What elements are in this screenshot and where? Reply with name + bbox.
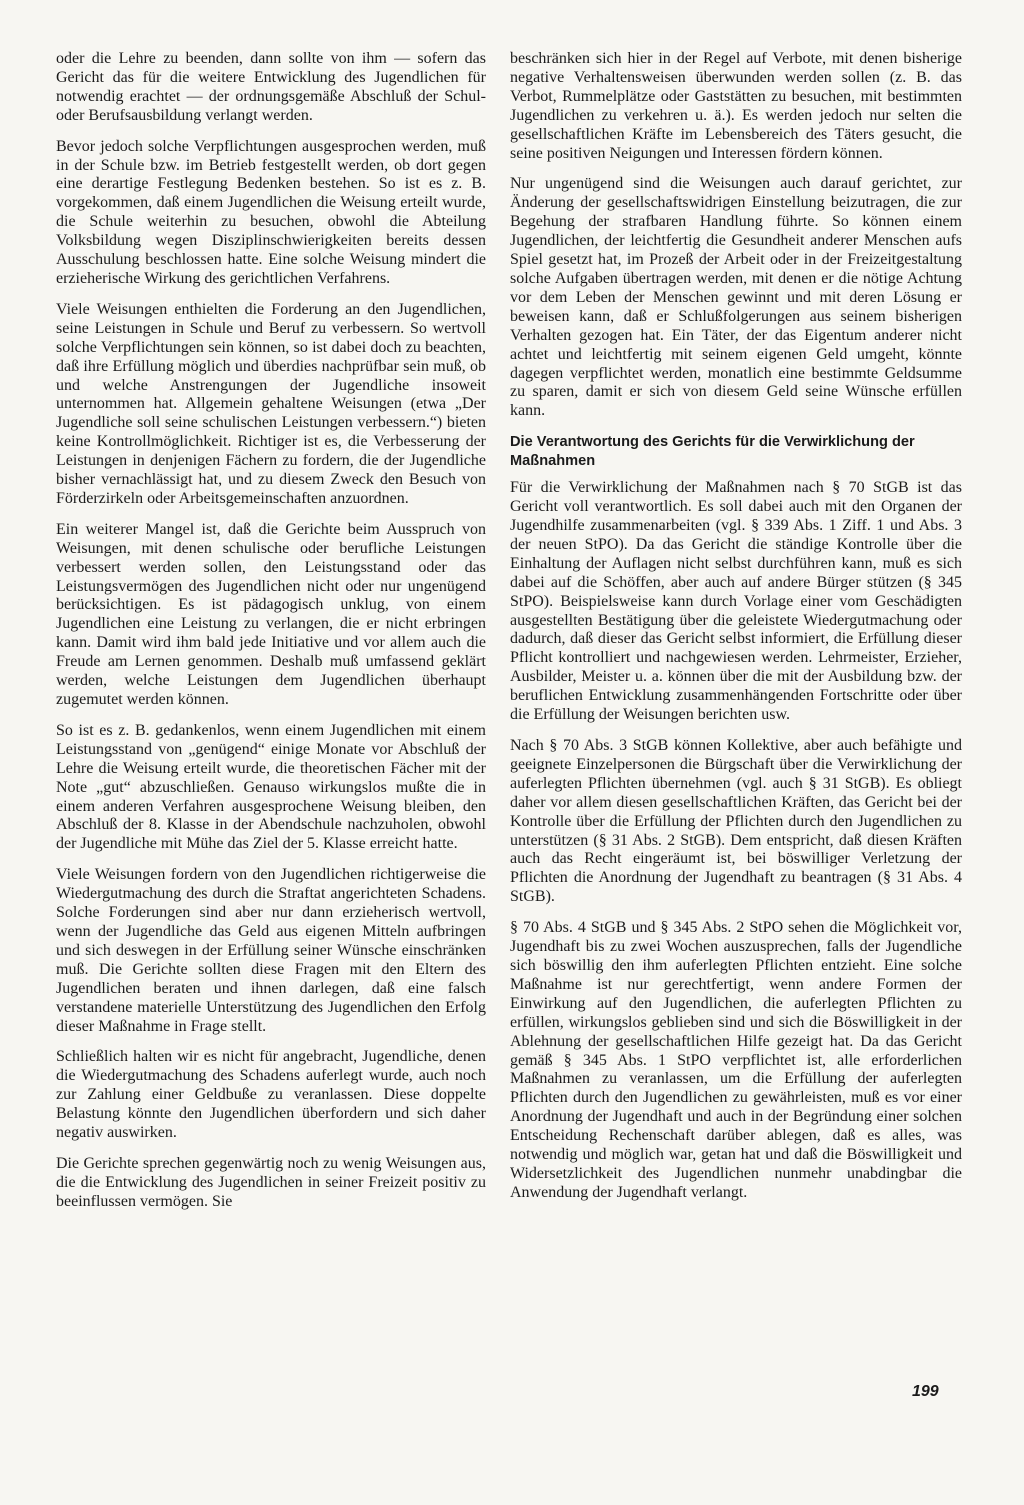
paragraph: Nur ungenügend sind die Weisungen auch darauf gerichtet, zur Änderung der gesellschaftswidrigen Einstellung beizutragen, die zur Begehung der strafbaren Handlung führte. So können einem Jugendlichen, der leichtfertig die Gesundheit anderer Menschen aufs Spiel gesetzt hat, im Prozeß der Arbeit oder in der Freizeitgestaltung solche Aufgaben übertragen werden, mit denen er die nötige Achtung vor dem Leben der Menschen gewinnt und mit deren Lösung er beweisen kann, daß er Schlußfolgerungen aus seinem bisherigen Verhalten gezogen hat. Ein Täter, der das Eigentum anderer nicht achtet und leichtfertig mit seinem eigenen Geld umgeht, könnte dagegen verpflichtet werden, monatlich eine bestimmte Geldsumme zu sparen, damit er sich von diesem Geld seine Wünsche erfüllen kann. <box>510 175 962 420</box>
paragraph: oder die Lehre zu beenden, dann sollte von ihm — sofern das Gericht das für die weitere Entwicklung des Jugendlichen für notwendig erachtet — der ordnungsgemäße Abschluß der Schul- oder Berufsausbildung verlangt werden. <box>56 50 486 124</box>
right-column <box>510 50 962 1215</box>
paragraph: Viele Weisungen enthielten die Forderung an den Jugendlichen, seine Leistungen in Schule und Beruf zu verbessern. So wertvoll solche Verpflichtungen sein können, so ist dabei doch zu beachten, daß ihre Erfüllung möglich und überdies nachprüfbar sein muß, ob und welche Anstrengungen der Jugendliche insoweit unternommen hat. Allgemein gehaltene Weisungen (etwa „Der Jugendliche soll seine schulischen Leistungen verbessern.“) bieten keine Kontrollmöglichkeit. Richtiger ist es, die Verbesserung der Leistungen in denjenigen Fächern zu fordern, die der Jugendliche bisher vernachlässigt hat, und zu diesem Zweck den Besuch von Förderzirkeln oder Arbeitsgemeinschaften anzuordnen. <box>56 300 486 507</box>
page-number: 199 <box>912 1383 939 1400</box>
paragraph: Ein weiterer Mangel ist, daß die Gerichte beim Ausspruch von Weisungen, mit denen schulische oder berufliche Leistungen verbessert werden sollen, den Leistungsstand oder das Leistungsvermögen des Jugendlichen nicht oder nur ungenügend berücksichtigen. Es ist pädagogisch unklug, von einem Jugendlichen eine Leistung zu verlangen, die er nicht erbringen kann. Damit wird ihm bald jede Initiative und vor allem auch die Freude am Lernen genommen. Deshalb muß umfassend geklärt werden, welche Leistungen dem Jugendlichen überhaupt zugemutet werden können. <box>56 520 486 708</box>
paragraph: Schließlich halten wir es nicht für angebracht, Jugendliche, denen die Wiedergutmachung des Schadens auferlegt wurde, auch noch zur Zahlung einer Geldbuße zu veranlassen. Diese doppelte Belastung könnte den Jugendlichen überfordern und sich daher negativ auswirken. <box>56 1048 486 1142</box>
paragraph: Die Gerichte sprechen gegenwärtig noch zu wenig Weisungen aus, die die Entwicklung des Jugendlichen in seiner Freizeit positiv zu beeinflussen vermögen. Sie <box>56 1154 486 1210</box>
paragraph: Nach § 70 Abs. 3 StGB können Kollektive, aber auch befähigte und geeignete Einzelpersonen die Bürgschaft über die Verwirklichung der auferlegten Pflichten übernehmen (vgl. auch § 31 StGB). Es obliegt daher vor allem diesen gesellschaftlichen Kräften, das Gericht bei der Kontrolle über die Erfüllung der Pflichten durch den Jugendlichen zu unterstützen (§ 31 Abs. 2 StGB). Dem entspricht, daß diesen Kräften auch das Recht eingeräumt ist, bei böswilliger Verletzung der Pflichten die Anordnung der Jugendhaft zu beantragen (§ 31 Abs. 4 StGB). <box>510 737 962 906</box>
paragraph: Viele Weisungen fordern von den Jugendlichen richtigerweise die Wiedergutmachung des durch die Straftat angerichteten Schadens. Solche Forderungen sind aber nur dann erzieherisch wertvoll, wenn der Jugendliche das Geld aus eigenen Mitteln aufbringen und sich deswegen in der Erfüllung seiner Wünsche einschränken muß. Die Gerichte sollten diese Fragen mit den Eltern des Jugendlichen beraten und ihnen darlegen, daß eine falsch verstandene materielle Unterstützung des Jugendlichen den Erfolg dieser Maßnahme in Frage stellt. <box>56 866 486 1035</box>
paragraph: Für die Verwirklichung der Maßnahmen nach § 70 StGB ist das Gericht voll verantwortlich. Es soll dabei auch mit den Organen der Jugendhilfe zusammenarbeiten (vgl. § 339 Abs. 1 Ziff. 1 und Abs. 3 der neuen StPO). Da das Gericht die ständige Kontrolle über die Einhaltung der Auflagen nicht selbst durchführen kann, muß es sich dabei auf die Schöffen, aber auch auf andere Bürger stützen (§ 345 StPO). Beispielsweise kann durch Vorlage einer vom Geschädigten ausgestellten Bestätigung über die geleistete Wiedergutmachung oder dadurch, daß dieser das Gericht selbst informiert, die Erfüllung dieser Pflicht kontrolliert und nachgewiesen werden. Lehrmeister, Erzieher, Ausbilder, Meister u. a. können über die mit der Ausbildung bzw. der beruflichen Entwicklung zusammenhängenden Fortschritte oder über die Erfüllung der Weisungen berichten usw. <box>510 479 962 724</box>
section-heading: Die Verantwortung des Gerichts für die Verwirklichung der Maßnahmen <box>510 434 915 470</box>
paragraph: Bevor jedoch solche Verpflichtungen ausgesprochen werden, muß in der Schule bzw. im Betrieb festgestellt werden, ob dort gegen eine derartige Festlegung Bedenken bestehen. So ist es z. B. vorgekommen, daß einem Jugendlichen die Weisung erteilt wurde, die Schule weiterhin zu besuchen, obwohl die Abteilung Volksbildung wegen Disziplinschwierigkeiten bereits dessen Ausschulung beschlossen hatte. Eine solche Weisung mindert die erzieherische Wirkung des gerichtlichen Verfahrens. <box>56 137 486 287</box>
paragraph: beschränken sich hier in der Regel auf Verbote, mit denen bisherige negative Verhaltensweisen überwunden werden sollen (z. B. das Verbot, Rummelplätze oder Gaststätten zu besuchen, mit bestimmten Jugendlichen zu verkehren u. ä.). Es werden jedoch nur selten die gesellschaftlichen Kräfte im Lebensbereich des Täters gesucht, die seine positiven Neigungen und Interessen fördern können. <box>510 50 962 162</box>
left-column <box>56 50 486 1224</box>
paragraph: § 70 Abs. 4 StGB und § 345 Abs. 2 StPO sehen die Möglichkeit vor, Jugendhaft bis zu zwei Wochen auszusprechen, falls der Jugendliche sich böswillig den ihm auferlegten Pflichten entzieht. Eine solche Maßnahme ist nur gerechtfertigt, wenn andere Formen der Einwirkung auf den Jugendlichen, die auferlegten Pflichten zu erfüllen, wirkungslos geblieben sind und sich die Böswilligkeit in der Ablehnung der gesellschaftlichen Hilfe gezeigt hat. Da das Gericht gemäß § 345 Abs. 1 StPO verpflichtet ist, alle erforderlichen Maßnahmen zu veranlassen, um die Erfüllung der auferlegten Pflichten durch den Jugendlichen zu gewährleisten, muß es vor einer Anordnung der Jugendhaft und auch in der Begründung einer solchen Entscheidung Rechenschaft darüber ablegen, daß es alles, was notwendig und möglich war, getan hat und daß die Böswilligkeit und Widersetzlichkeit des Jugendlichen nunmehr unabdingbar die Anwendung der Jugendhaft verlangt. <box>510 919 962 1201</box>
paragraph: So ist es z. B. gedankenlos, wenn einem Jugendlichen mit einem Leistungsstand von „genügend“ einige Monate vor Abschluß der Lehre die Weisung erteilt wurde, die theoretischen Fächer mit der Note „gut“ abzuschließen. Genauso wirkungslos mußte die in einem anderen Verfahren ausgesprochene Weisung bleiben, den Abschluß der 8. Klasse in der Abendschule nachzuholen, obwohl der Jugendliche mit Mühe das Ziel der 5. Klasse erreicht hatte. <box>56 721 486 853</box>
